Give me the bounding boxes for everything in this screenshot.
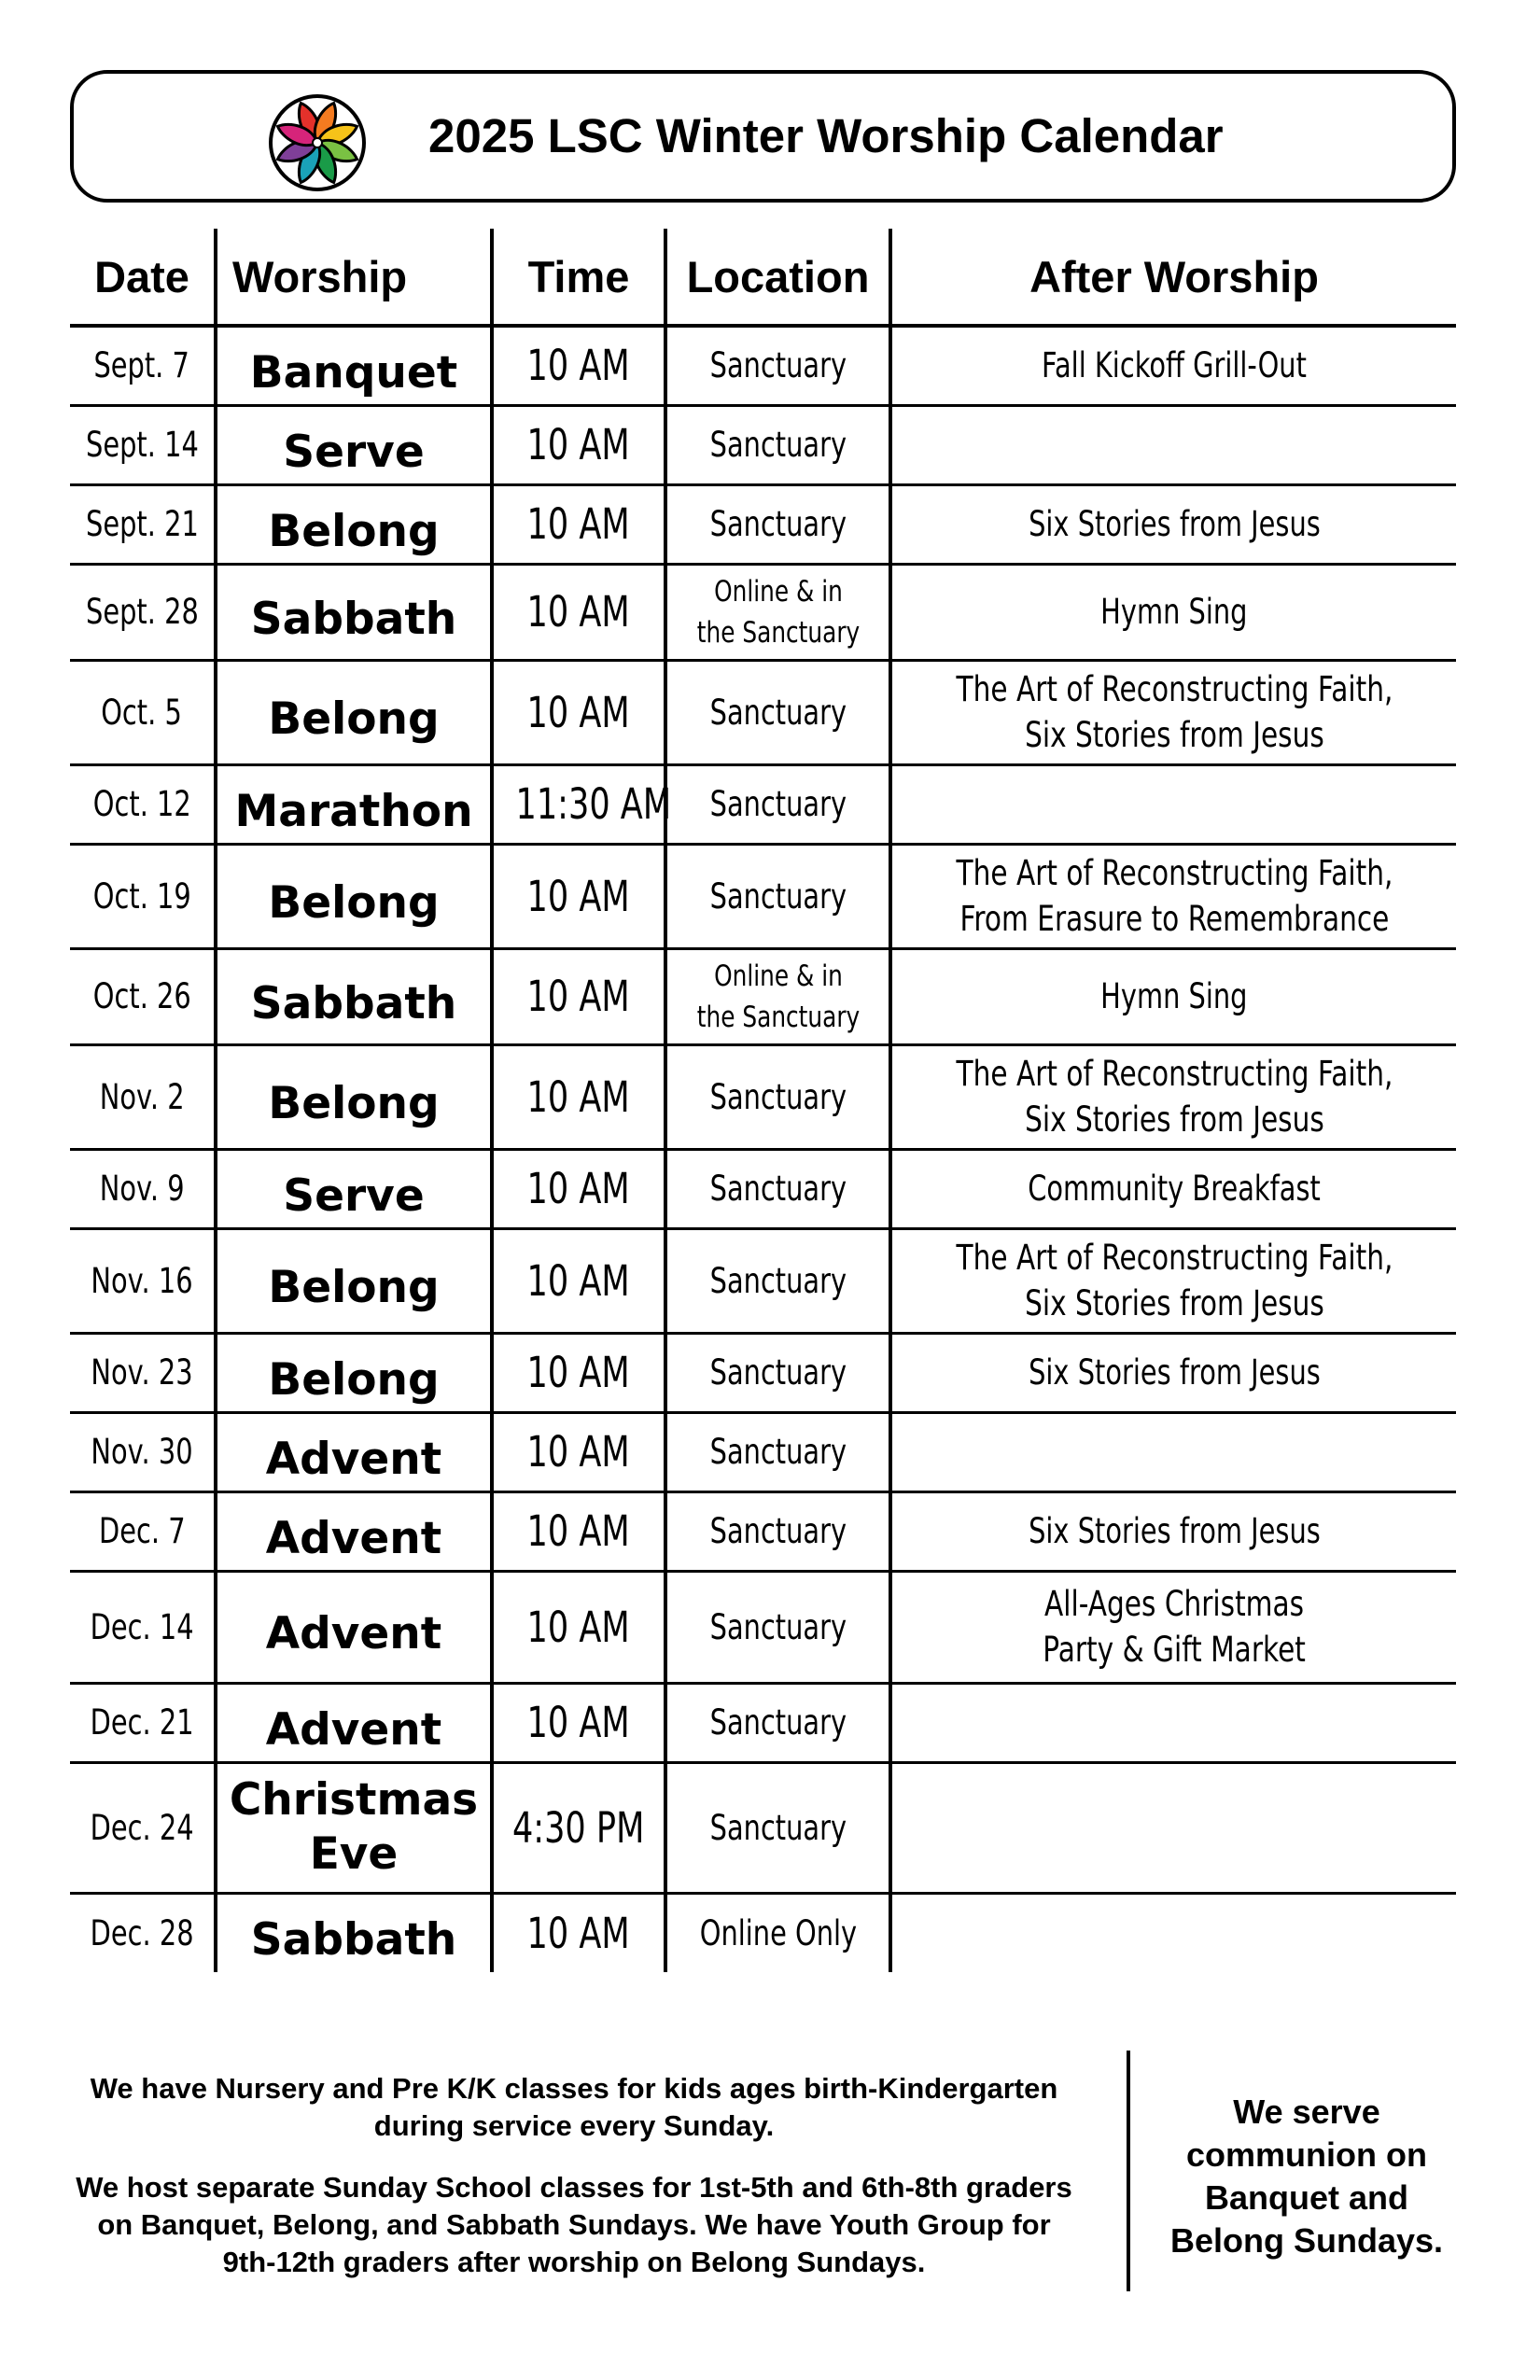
location-cell-text: Sanctuary <box>709 692 847 733</box>
worship-cell-text: Sabbath <box>250 593 457 645</box>
footer-divider <box>1127 2051 1130 2291</box>
location-cell <box>665 484 890 564</box>
after-worship-cell-text: The Art of Reconstructing Faith, From Erasure to Remembrance <box>956 853 1393 939</box>
location-cell <box>665 1333 890 1412</box>
time-cell <box>492 1893 665 1972</box>
location-cell <box>665 564 890 660</box>
after-worship-cell <box>890 1228 1456 1333</box>
date-cell <box>70 660 216 764</box>
worship-cell <box>216 1149 492 1228</box>
date-cell-text: Dec. 14 <box>90 1606 194 1647</box>
location-cell-text: Sanctuary <box>709 1511 847 1551</box>
worship-cell <box>216 1571 492 1683</box>
time-cell <box>492 484 665 564</box>
table-row <box>70 1149 1456 1228</box>
worship-cell-text: Belong <box>268 1078 440 1129</box>
table-row <box>70 1333 1456 1412</box>
date-cell <box>70 1149 216 1228</box>
worship-cell-text: Serve <box>283 426 425 478</box>
worship-cell <box>216 1683 492 1762</box>
column-header-location: Location <box>665 229 890 326</box>
table-row <box>70 1762 1456 1893</box>
table-row <box>70 1044 1456 1149</box>
date-cell-text: Dec. 7 <box>98 1511 186 1551</box>
date-cell-text: Oct. 5 <box>101 692 183 733</box>
worship-cell-text: Sabbath <box>250 977 457 1029</box>
sunday-school-note: We host separate Sunday School classes for 1st-5th and 6th-8th graders on Banquet, Belong, and Sabbath Sundays. We have Youth Group for 9th-12th graders after worship on Belong Sundays. <box>76 2171 1072 2278</box>
time-cell-text: 4:30 PM <box>512 1802 645 1853</box>
time-cell <box>492 1412 665 1491</box>
column-header-worship: Worship <box>216 229 492 326</box>
time-cell-text: 10 AM <box>526 1164 631 1213</box>
time-cell-text: 10 AM <box>526 341 631 391</box>
date-cell <box>70 564 216 660</box>
location-cell <box>665 1412 890 1491</box>
location-cell-text: Sanctuary <box>709 1260 847 1301</box>
table-row <box>70 405 1456 484</box>
time-cell-text: 10 AM <box>526 1698 631 1747</box>
table-header-row <box>70 229 1456 326</box>
location-cell-text: Sanctuary <box>709 504 847 544</box>
worship-cell-text: Marathon <box>234 785 473 837</box>
after-worship-cell <box>890 1149 1456 1228</box>
location-cell-text: Online Only <box>699 1912 857 1953</box>
table-row <box>70 484 1456 564</box>
location-cell <box>665 326 890 405</box>
worship-cell <box>216 1044 492 1149</box>
date-cell <box>70 948 216 1044</box>
date-cell-text: Nov. 23 <box>91 1352 193 1393</box>
table-row <box>70 326 1456 405</box>
date-cell-text: Oct. 19 <box>92 875 191 917</box>
after-worship-cell <box>890 1491 1456 1571</box>
time-cell-text: 10 AM <box>526 499 631 549</box>
worship-cell-text: Belong <box>268 1353 440 1406</box>
table-row <box>70 1412 1456 1491</box>
worship-cell <box>216 764 492 844</box>
worship-cell-text: Advent <box>265 1703 442 1756</box>
worship-cell <box>216 564 492 660</box>
worship-calendar-table <box>70 229 1456 1972</box>
time-cell-text: 10 AM <box>526 1602 631 1652</box>
time-cell <box>492 326 665 405</box>
time-cell <box>492 1149 665 1228</box>
date-cell <box>70 405 216 484</box>
time-cell <box>492 1044 665 1149</box>
after-worship-cell-text: Six Stories from Jesus <box>1028 1352 1321 1393</box>
after-worship-cell <box>890 1762 1456 1893</box>
column-header-time: Time <box>492 229 665 326</box>
location-cell <box>665 1762 890 1893</box>
after-worship-cell <box>890 1333 1456 1412</box>
time-cell <box>492 1762 665 1893</box>
location-cell-text: Sanctuary <box>709 1076 847 1117</box>
location-cell <box>665 1683 890 1762</box>
date-cell <box>70 764 216 844</box>
time-cell-text: 10 AM <box>526 420 631 469</box>
time-cell <box>492 764 672 844</box>
table-row <box>70 948 1456 1044</box>
nursery-note: We have Nursery and Pre K/K classes for kids ages birth-Kindergarten during service every Sunday. <box>90 2072 1058 2142</box>
page-title: 2025 LSC Winter Worship Calendar <box>428 109 1224 162</box>
date-cell-text: Sept. 14 <box>86 425 199 465</box>
after-worship-cell-text: Hymn Sing <box>1100 592 1248 632</box>
time-cell-text: 11:30 AM <box>515 779 672 829</box>
location-cell-text: Sanctuary <box>709 345 847 386</box>
communion-note: We serve communion on Banquet and Belong Sundays. <box>1169 2093 1444 2260</box>
date-cell-text: Oct. 12 <box>92 784 191 824</box>
time-cell-text: 10 AM <box>526 1506 631 1556</box>
flower-rose-window-icon <box>267 92 368 193</box>
after-worship-cell-text: Fall Kickoff Grill-Out <box>1042 345 1307 386</box>
table-body <box>70 326 1456 1972</box>
location-cell <box>665 764 890 844</box>
location-cell <box>665 1893 890 1972</box>
date-cell-text: Dec. 24 <box>90 1807 194 1848</box>
time-cell-text: 10 AM <box>526 1908 631 1958</box>
after-worship-cell <box>890 564 1456 660</box>
table-row <box>70 1683 1456 1762</box>
time-cell <box>492 1571 665 1683</box>
worship-cell-text: Sabbath <box>250 1914 457 1967</box>
worship-cell <box>216 948 492 1044</box>
date-cell-text: Nov. 30 <box>91 1432 193 1472</box>
location-cell-text: Sanctuary <box>709 875 847 917</box>
date-cell <box>70 1683 216 1762</box>
time-cell <box>492 948 665 1044</box>
header-banner <box>70 70 1456 203</box>
worship-cell <box>216 1333 492 1412</box>
after-worship-cell-text: Six Stories from Jesus <box>1028 1511 1321 1551</box>
date-cell <box>70 1491 216 1571</box>
date-cell <box>70 1762 216 1893</box>
location-cell-text: Sanctuary <box>709 1169 847 1209</box>
date-cell <box>70 326 216 405</box>
location-cell-text: Online & in the Sanctuary <box>696 959 860 1034</box>
time-cell-text: 10 AM <box>526 1255 631 1306</box>
after-worship-cell <box>890 948 1456 1044</box>
worship-cell <box>216 1893 492 1972</box>
table-row <box>70 1893 1456 1972</box>
table-row <box>70 660 1456 764</box>
after-worship-cell <box>890 660 1456 764</box>
time-cell-text: 10 AM <box>526 972 631 1021</box>
location-cell-text: Sanctuary <box>709 1606 847 1647</box>
location-cell <box>665 660 890 764</box>
after-worship-cell <box>890 1683 1456 1762</box>
location-cell <box>665 1571 890 1683</box>
location-cell <box>665 1228 890 1333</box>
date-cell <box>70 844 216 948</box>
after-worship-cell-text: All-Ages Christmas Party & Gift Market <box>1043 1584 1306 1670</box>
after-worship-cell <box>890 484 1456 564</box>
date-cell-text: Nov. 16 <box>91 1260 193 1301</box>
date-cell-text: Oct. 26 <box>92 976 191 1016</box>
column-header-after-worship: After Worship <box>890 229 1456 326</box>
table-row <box>70 1491 1456 1571</box>
table-row <box>70 564 1456 660</box>
time-cell <box>492 1228 665 1333</box>
date-cell <box>70 1412 216 1491</box>
worship-cell-text: Advent <box>265 1512 442 1564</box>
column-header-date: Date <box>70 229 216 326</box>
date-cell <box>70 1044 216 1149</box>
worship-cell-text: Belong <box>268 877 440 929</box>
table-row <box>70 844 1456 948</box>
location-cell-text: Sanctuary <box>709 1352 847 1393</box>
location-cell <box>665 844 890 948</box>
time-cell <box>492 844 665 948</box>
date-cell <box>70 1571 216 1683</box>
table-row <box>70 764 1456 844</box>
date-cell <box>70 1893 216 1972</box>
location-cell <box>665 948 890 1044</box>
time-cell <box>492 660 665 764</box>
time-cell-text: 10 AM <box>526 1348 631 1397</box>
after-worship-cell <box>890 1412 1456 1491</box>
time-cell-text: 10 AM <box>526 1071 631 1122</box>
location-cell <box>665 1149 890 1228</box>
time-cell-text: 10 AM <box>526 587 631 637</box>
after-worship-cell <box>890 1893 1456 1972</box>
date-cell <box>70 484 216 564</box>
worship-cell-text: Advent <box>265 1433 442 1485</box>
after-worship-cell <box>890 844 1456 948</box>
location-cell-text: Online & in the Sanctuary <box>696 574 860 650</box>
worship-cell <box>216 1412 492 1491</box>
after-worship-cell-text: Hymn Sing <box>1100 976 1248 1016</box>
worship-cell-text: Belong <box>268 505 440 557</box>
location-cell <box>665 1044 890 1149</box>
worship-cell-text: Christmas Eve <box>229 1774 479 1880</box>
time-cell-text: 10 AM <box>526 871 631 921</box>
table-row <box>70 1571 1456 1683</box>
date-cell-text: Dec. 21 <box>90 1702 194 1743</box>
date-cell-text: Sept. 7 <box>93 345 190 386</box>
after-worship-cell <box>890 326 1456 405</box>
location-cell-text: Sanctuary <box>709 784 847 824</box>
worship-cell <box>216 1491 492 1571</box>
worship-cell-text: Advent <box>265 1608 442 1659</box>
after-worship-cell-text: Six Stories from Jesus <box>1028 504 1321 544</box>
footer-notes <box>70 2070 1078 2305</box>
after-worship-cell <box>890 405 1456 484</box>
worship-cell <box>216 660 492 764</box>
date-cell-text: Nov. 9 <box>99 1169 185 1209</box>
time-cell <box>492 1683 665 1762</box>
time-cell-text: 10 AM <box>526 1427 631 1477</box>
after-worship-cell <box>890 1044 1456 1149</box>
worship-cell <box>216 484 492 564</box>
worship-cell <box>216 1228 492 1333</box>
time-cell <box>492 1491 665 1571</box>
time-cell <box>492 1333 665 1412</box>
worship-cell-text: Banquet <box>249 346 458 399</box>
worship-cell-text: Belong <box>268 1262 440 1313</box>
date-cell-text: Sept. 28 <box>86 592 199 632</box>
worship-cell <box>216 326 492 405</box>
time-cell <box>492 564 665 660</box>
after-worship-cell-text: The Art of Reconstructing Faith, Six Stories from Jesus <box>956 1238 1393 1323</box>
location-cell-text: Sanctuary <box>709 1807 847 1848</box>
after-worship-cell-text: Community Breakfast <box>1028 1169 1321 1209</box>
worship-cell <box>216 405 492 484</box>
location-cell <box>665 1491 890 1571</box>
date-cell <box>70 1228 216 1333</box>
time-cell-text: 10 AM <box>526 687 631 737</box>
table-row <box>70 1228 1456 1333</box>
location-cell-text: Sanctuary <box>709 425 847 465</box>
worship-cell <box>216 844 492 948</box>
date-cell-text: Nov. 2 <box>99 1076 185 1117</box>
worship-cell <box>216 1762 492 1893</box>
worship-cell-text: Belong <box>268 693 440 745</box>
worship-cell-text: Serve <box>283 1169 425 1222</box>
after-worship-cell <box>890 1571 1456 1683</box>
date-cell-text: Dec. 28 <box>90 1912 194 1953</box>
time-cell <box>492 405 665 484</box>
date-cell <box>70 1333 216 1412</box>
location-cell-text: Sanctuary <box>709 1702 847 1743</box>
after-worship-cell-text: The Art of Reconstructing Faith, Six Stories from Jesus <box>956 669 1393 755</box>
location-cell <box>665 405 890 484</box>
location-cell-text: Sanctuary <box>709 1432 847 1472</box>
after-worship-cell-text: The Art of Reconstructing Faith, Six Stories from Jesus <box>956 1054 1393 1140</box>
after-worship-cell <box>890 764 1456 844</box>
date-cell-text: Sept. 21 <box>86 504 199 544</box>
